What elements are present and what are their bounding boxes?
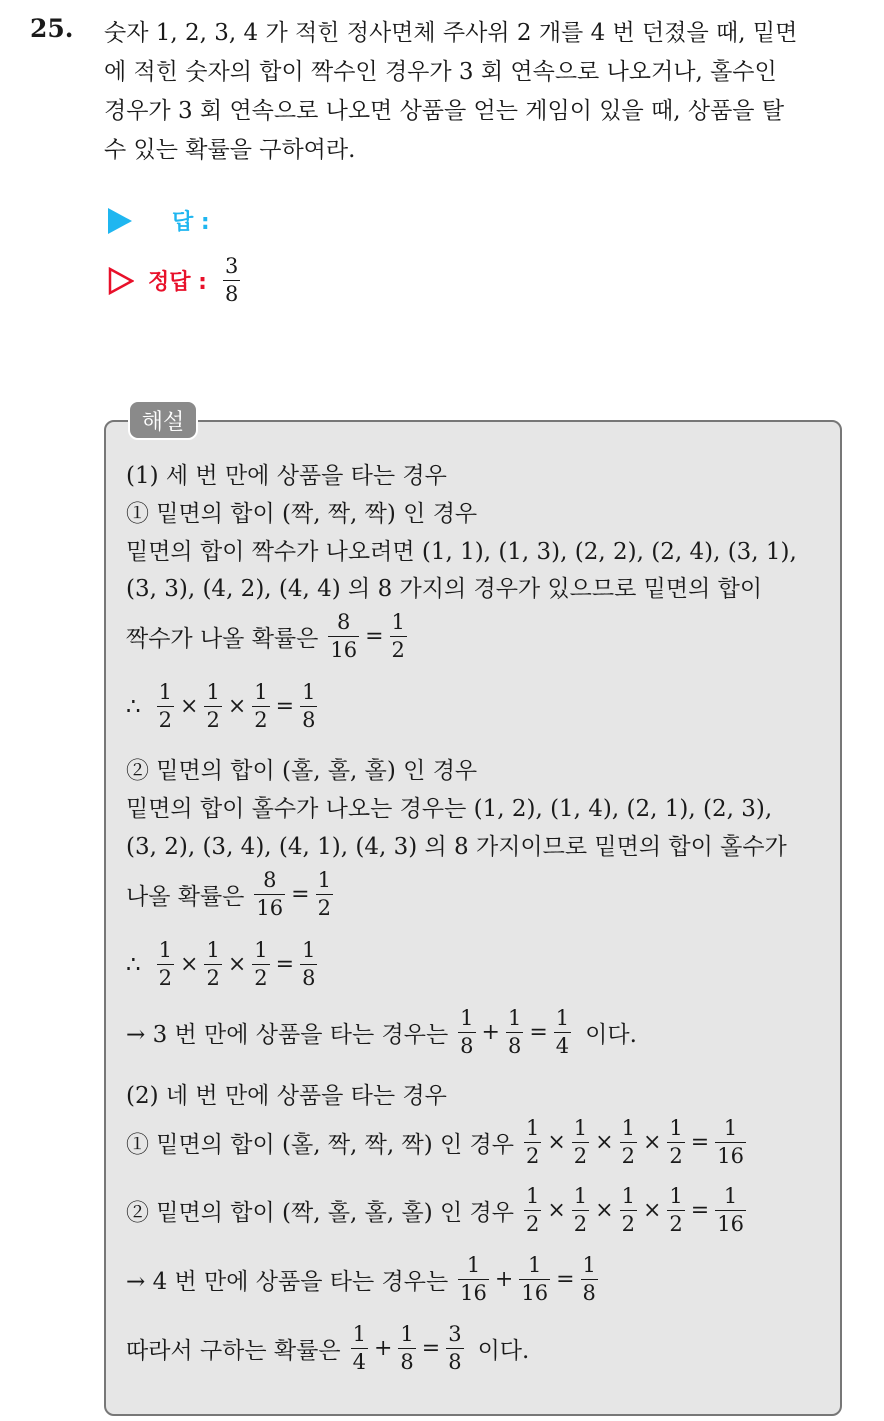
outline-arrow-icon bbox=[108, 267, 134, 295]
correct-answer-fraction: $\frac{3}{8}$ bbox=[224, 254, 239, 306]
play-arrow-icon bbox=[108, 208, 132, 234]
solution-line: 밑면의 합이 홀수가 나오는 경우는 (1, 2), (1, 4), (2, 1), (2, 3), bbox=[126, 796, 773, 822]
answer-row bbox=[108, 205, 210, 236]
question-line: 수 있는 확률을 구하여라. bbox=[104, 137, 356, 163]
answer-label: 답 : bbox=[172, 210, 210, 235]
solution-line: ② 밑면의 합이 (홀, 홀, 홀) 인 경우 bbox=[126, 758, 478, 784]
solution-line: ① 밑면의 합이 (짝, 짝, 짝) 인 경우 bbox=[126, 501, 478, 527]
question-number: 25. bbox=[30, 14, 74, 43]
solution-line: (2) 네 번 만에 상품을 타는 경우 bbox=[126, 1083, 447, 1109]
solution-line: → 3 번 만에 상품을 타는 경우는 $\frac{1}{8}$ + $\frac{1}{8}$ = $\frac{1}{4}$ 이다. bbox=[126, 1006, 637, 1058]
solution-line: 따라서 구하는 확률은 $\frac{1}{4}$ + $\frac{1}{8}$ = $\frac{3}{8}$ 이다. bbox=[126, 1322, 530, 1374]
solution-line: ① 밑면의 합이 (홀, 짝, 짝, 짝) 인 경우 $\frac{1}{2}$ × $\frac{1}{2}$ × $\frac{1}{2}$ × $\frac{1}{2}$ = $\frac{1}{16}$ bbox=[126, 1116, 744, 1168]
solution-line: (1) 세 번 만에 상품을 타는 경우 bbox=[126, 463, 447, 489]
solution-line: ∴ $\frac{1}{2}$ × $\frac{1}{2}$ × $\frac{1}{2}$ = $\frac{1}{8}$ bbox=[126, 938, 316, 990]
solution-line: → 4 번 만에 상품을 타는 경우는 $\frac{1}{16}$ + $\frac{1}{16}$ = $\frac{1}{8}$ bbox=[126, 1253, 596, 1305]
solution-line: ② 밑면의 합이 (짝, 홀, 홀, 홀) 인 경우 $\frac{1}{2}$ × $\frac{1}{2}$ × $\frac{1}{2}$ × $\frac{1}{2}$ = $\frac{1}{16}$ bbox=[126, 1184, 744, 1236]
solution-line: 나올 확률은 $\frac{8}{16}$ = $\frac{1}{2}$ bbox=[126, 868, 331, 920]
question-text bbox=[104, 14, 864, 170]
solution-line: ∴ $\frac{1}{2}$ × $\frac{1}{2}$ × $\frac{1}{2}$ = $\frac{1}{8}$ bbox=[126, 680, 316, 732]
solution-line: (3, 2), (3, 4), (4, 1), (4, 3) 의 8 가지이므로 밑면의 합이 홀수가 bbox=[126, 834, 787, 860]
solution-line: 밑면의 합이 짝수가 나오려면 (1, 1), (1, 3), (2, 2), (2, 4), (3, 1), bbox=[126, 539, 797, 565]
correct-answer-label: 정답 : bbox=[148, 270, 207, 295]
solution-line: (3, 3), (4, 2), (4, 4) 의 8 가지의 경우가 있으므로 밑면의 합이 bbox=[126, 576, 763, 602]
solution-tag: 해설 bbox=[128, 400, 198, 440]
question-line: 경우가 3 회 연속으로 나오면 상품을 얻는 게임이 있을 때, 상품을 탈 bbox=[104, 98, 785, 124]
question-line: 에 적힌 숫자의 합이 짝수인 경우가 3 회 연속으로 나오거나, 홀수인 bbox=[104, 59, 777, 85]
question-line: 숫자 1, 2, 3, 4 가 적힌 정사면체 주사위 2 개를 4 번 던졌을 때, 밑면 bbox=[104, 20, 798, 46]
correct-answer-row bbox=[108, 256, 244, 305]
solution-line: 짝수가 나올 확률은 $\frac{8}{16}$ = $\frac{1}{2}$ bbox=[126, 610, 405, 662]
